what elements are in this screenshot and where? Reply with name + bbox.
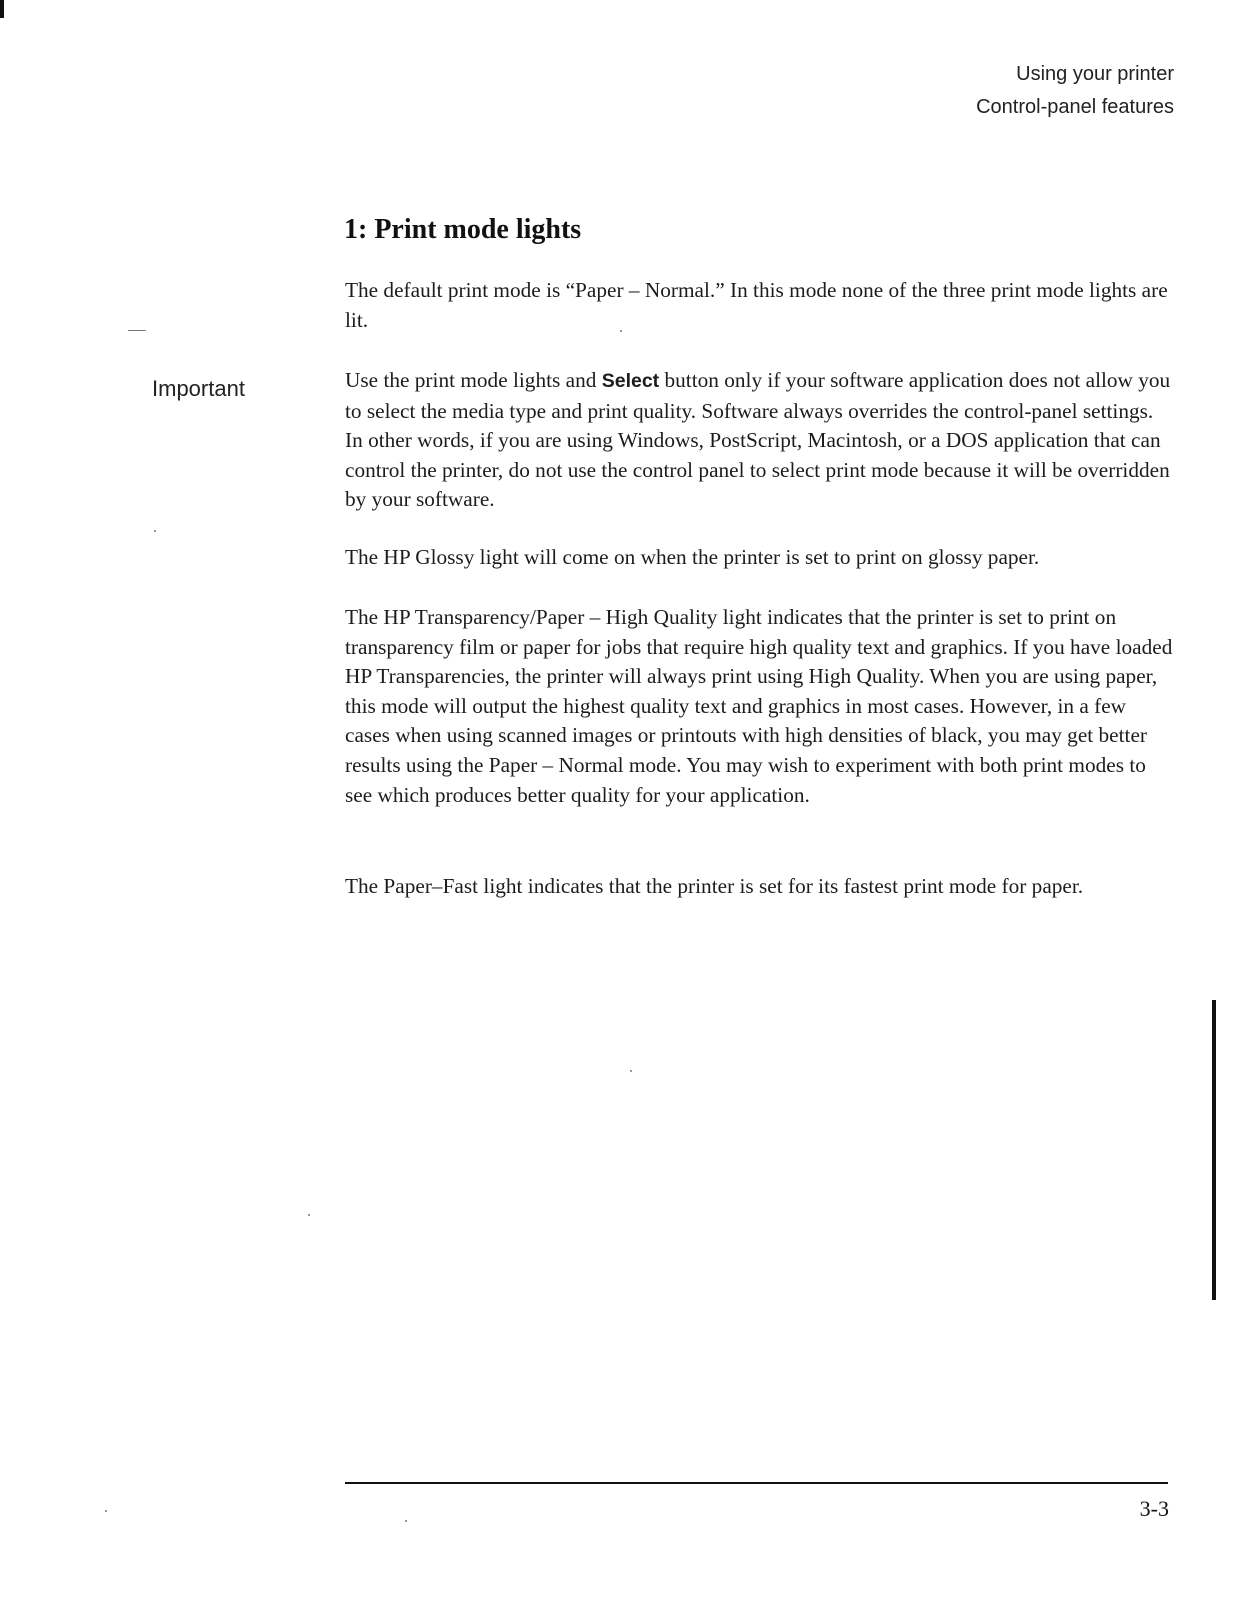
glossy-paragraph: The HP Glossy light will come on when the printer is set to print on glossy paper. bbox=[345, 545, 1040, 569]
important-text-start: Use the print mode lights and bbox=[345, 368, 602, 392]
scan-dot bbox=[154, 530, 156, 532]
section-title-header: Control-panel features bbox=[976, 96, 1174, 118]
scan-side-bar bbox=[1212, 1000, 1216, 1300]
transparency-paragraph: The HP Transparency/Paper – High Quality light indicates that the printer is set to print on transparency film or paper for jobs that require high quality text and graphics. If you have loaded HP Transparencies, the printer will always print using High Quality. When you are using paper, this mode will output the highest quality text and graphics in most cases. However, in a few cases when using scanned images or printouts with high densities of black, you may get better results using the Paper – Normal mode. You may wish to experiment with both print modes to see which produces better quality for your application. bbox=[345, 605, 1173, 807]
scan-dot bbox=[405, 1520, 407, 1522]
footer-rule bbox=[345, 1482, 1168, 1484]
intro-paragraph: The default print mode is “Paper – Normal.” In this mode none of the three print mode lights are lit. bbox=[345, 278, 1168, 332]
scan-dot bbox=[630, 1070, 632, 1072]
select-button-name: Select bbox=[601, 370, 660, 392]
section-heading: 1: Print mode lights bbox=[344, 214, 582, 245]
chapter-title: Using your printer bbox=[1016, 63, 1174, 85]
scan-dot bbox=[620, 330, 622, 332]
running-header bbox=[976, 58, 1174, 124]
scan-dot bbox=[105, 1510, 107, 1512]
important-text-end: button only if your software application does not allow you to select the media type and print quality. Software always overrides the control-panel settings. In other words, if you are using Windows, PostScript, Macintosh, or a DOS application that can control the printer, do not use the control panel to select print mode because it will be overridden by your software. bbox=[345, 368, 1171, 512]
scan-dash bbox=[128, 330, 146, 331]
page-number: 3-3 bbox=[1139, 1496, 1169, 1521]
paper-fast-paragraph: The Paper–Fast light indicates that the printer is set for its fastest print mode for paper. bbox=[345, 874, 1084, 898]
scan-dot bbox=[308, 1214, 310, 1216]
important-label: Important bbox=[152, 376, 245, 401]
important-paragraph bbox=[345, 366, 1175, 515]
scan-edge-mark bbox=[0, 0, 4, 18]
